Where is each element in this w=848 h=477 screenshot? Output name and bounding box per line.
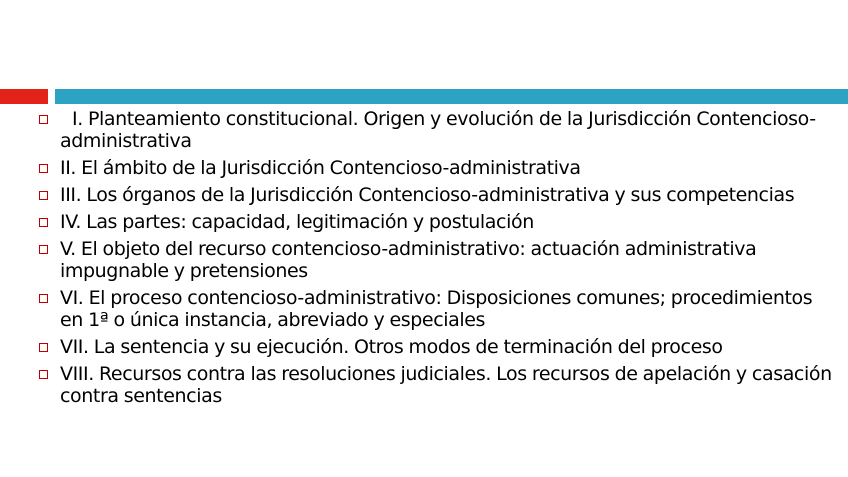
agenda-item-text: VIII. Recursos contra las resoluciones judiciales. Los recursos de apelación y casación contra sentencias — [60, 363, 832, 407]
square-bullet-icon — [39, 164, 48, 173]
square-bullet-icon — [39, 294, 48, 303]
square-bullet-icon — [39, 191, 48, 200]
agenda-item — [36, 238, 836, 282]
agenda-item — [36, 211, 836, 233]
square-bullet-icon — [39, 115, 48, 124]
agenda-item — [36, 363, 836, 407]
agenda-item — [36, 287, 836, 331]
square-bullet-icon — [39, 245, 48, 254]
agenda-item-text: VI. El proceso contencioso-administrativo: Disposiciones comunes; procedimientos en 1ª o única instancia, abreviado y especiales — [60, 287, 813, 331]
agenda-item-text: II. El ámbito de la Jurisdicción Contencioso-administrativa — [60, 157, 581, 179]
square-bullet-icon — [39, 218, 48, 227]
square-bullet-icon — [39, 370, 48, 379]
agenda-item-text: IV. Las partes: capacidad, legitimación y postulación — [60, 211, 534, 233]
agenda-item — [36, 157, 836, 179]
square-bullet-icon — [39, 343, 48, 352]
agenda-item-text: V. El objeto del recurso contencioso-administrativo: actuación administrativa impugnable y pretensiones — [60, 238, 757, 282]
agenda-item-text: VII. La sentencia y su ejecución. Otros modos de terminación del proceso — [60, 336, 723, 358]
agenda-list — [36, 108, 836, 412]
agenda-item — [36, 184, 836, 206]
header-blue-bar — [55, 89, 848, 104]
agenda-item — [36, 108, 836, 152]
agenda-item-text: I. Planteamiento constitucional. Origen y evolución de la Jurisdicción Contencioso-administrativa — [60, 108, 816, 152]
agenda-item-text: III. Los órganos de la Jurisdicción Contencioso-administrativa y sus competencias — [60, 184, 795, 206]
header-red-bar — [0, 89, 48, 104]
agenda-item — [36, 336, 836, 358]
